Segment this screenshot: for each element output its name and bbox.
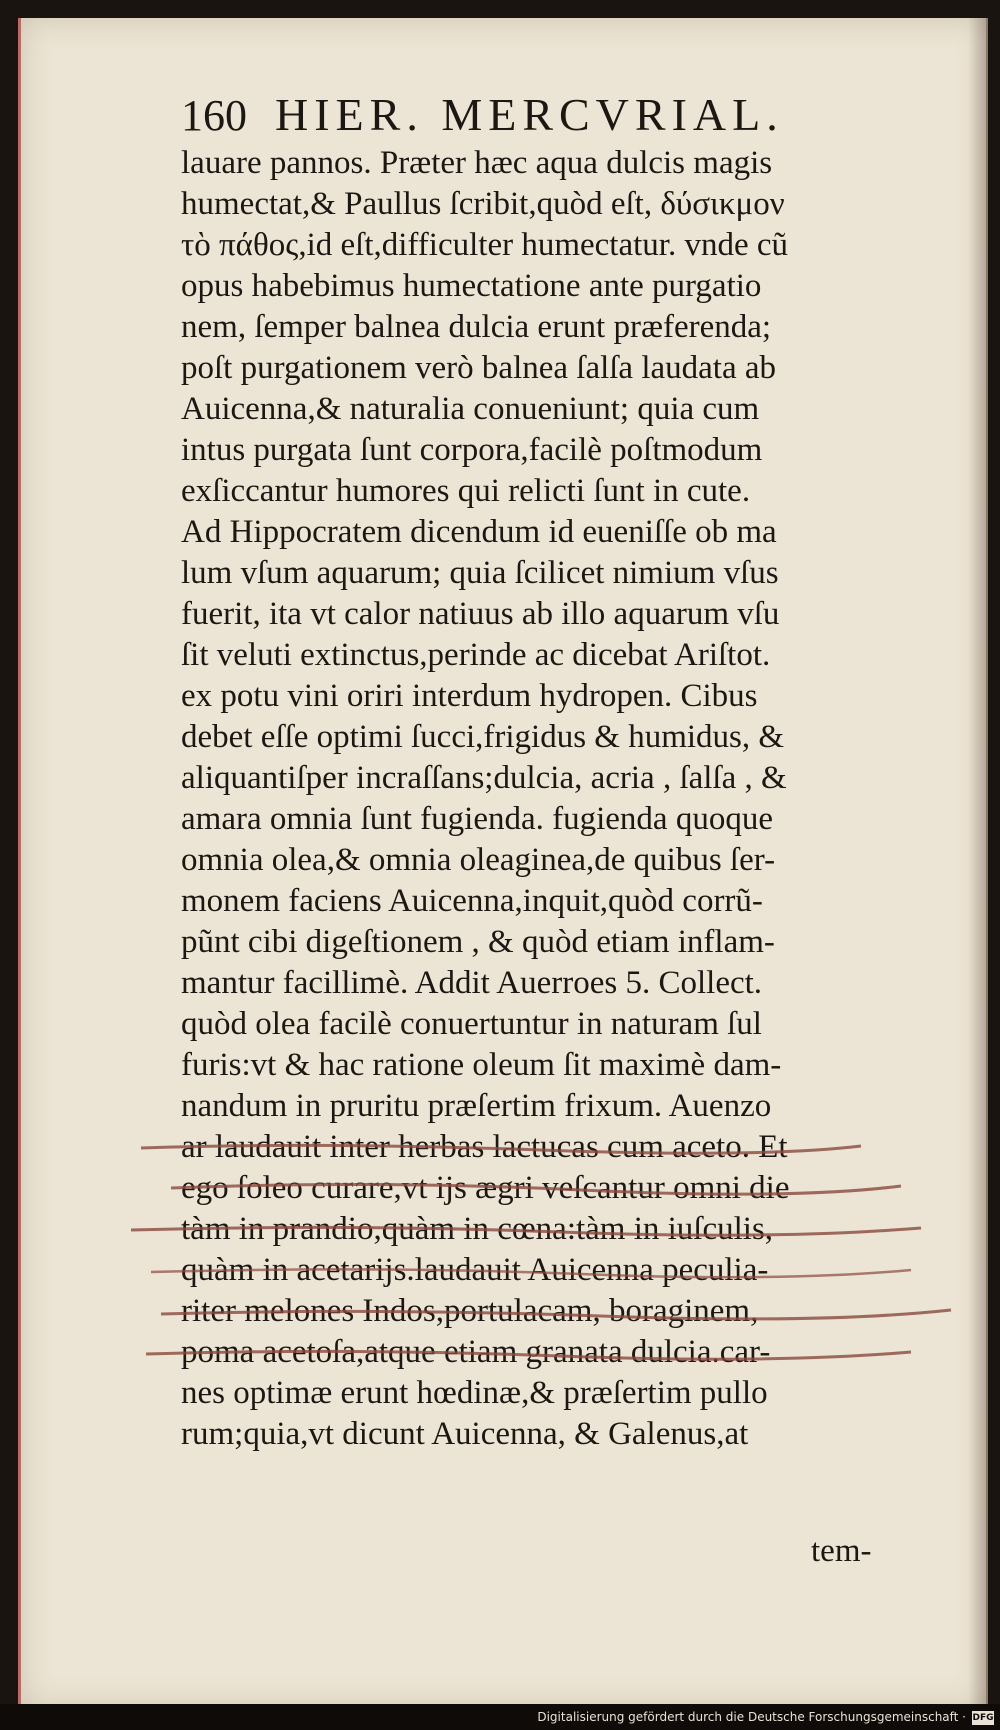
book-page [18,18,988,1708]
text-line: pũnt cibi digeſtionem , & quòd etiam inflam- [181,924,775,960]
text-line: monem faciens Auicenna,inquit,quòd corrũ- [181,883,763,919]
text-line: Ad Hippocratem dicendum id eueniſſe ob ma [181,514,777,550]
text-line: Auicenna,& naturalia conueniunt; quia cum [181,391,760,427]
text-line: omnia olea,& omnia oleaginea,de quibus ſer- [181,842,776,878]
text-line: riter melones Indos,portulacam, boraginem, [181,1293,759,1329]
catchword: tem- [811,1533,872,1569]
text-line: nem, ſemper balnea dulcia erunt præferenda; [181,309,772,345]
text-line: lum vſum aquarum; quia ſcilicet nimium vſus [181,555,779,591]
page-number: 160 [181,91,247,140]
text-line: intus purgata ſunt corpora,facilè poſtmodum [181,432,763,468]
text-line: ex potu vini oriri interdum hydropen. Cibus [181,678,758,714]
text-line: debet eſſe optimi ſucci,frigidus & humidus, & [181,719,785,755]
text-line: opus habebimus humectatione ante purgatio [181,268,762,304]
dfg-logo: DFG [972,1713,994,1723]
text-line: furis:vt & hac ratione oleum ſit maximè dam- [181,1047,782,1083]
text-line: exſiccantur humores qui relicti ſunt in cute. [181,473,751,509]
text-line: τὸ πάθος,id eſt,difficulter humectatur. vnde cũ [181,227,788,263]
digitization-footer [0,1704,1000,1730]
text-line: quàm in acetarijs.laudauit Auicenna peculia- [181,1252,769,1288]
text-line: humectat,& Paullus ſcribit,quòd eſt, δύσικμον [181,186,785,222]
text-line: nes optimæ erunt hœdinæ,& præſertim pullo [181,1375,768,1411]
running-head [181,88,784,148]
text-line: aliquantiſper incraſſans;dulcia, acria , ſalſa , & [181,760,787,796]
text-line: amara omnia ſunt fugienda. fugienda quoque [181,801,773,837]
text-line: tàm in prandio,quàm in cœna:tàm in iuſculis, [181,1211,774,1247]
text-line: ſit veluti extinctus,perinde ac dicebat Ariſtot. [181,637,771,673]
text-line: ar laudauit inter herbas lactucas cum aceto. Et [181,1129,788,1165]
text-line: poſt purgationem verò balnea ſalſa laudata ab [181,350,776,386]
body-text [181,143,951,1455]
funding-credit: Digitalisierung gefördert durch die Deutsche Forschungsgemeinschaft · [537,1710,966,1724]
text-line: lauare pannos. Præter hæc aqua dulcis magis [181,145,773,181]
text-line: poma acetoſa,atque etiam granata dulcia.car- [181,1334,771,1370]
text-line: quòd olea facilè conuertuntur in naturam ſul [181,1006,762,1042]
running-title: HIER. MERCVRIAL. [275,89,784,140]
text-line: ego ſoleo curare,vt ijs ægri veſcantur omni die [181,1170,790,1206]
text-line: fuerit, ita vt calor natiuus ab illo aquarum vſu [181,596,780,632]
text-line: mantur facillimè. Addit Auerroes 5. Collect. [181,965,763,1001]
text-line: nandum in pruritu præſertim frixum. Auenzo [181,1088,772,1124]
text-line: rum;quia,vt dicunt Auicenna, & Galenus,at [181,1416,749,1452]
